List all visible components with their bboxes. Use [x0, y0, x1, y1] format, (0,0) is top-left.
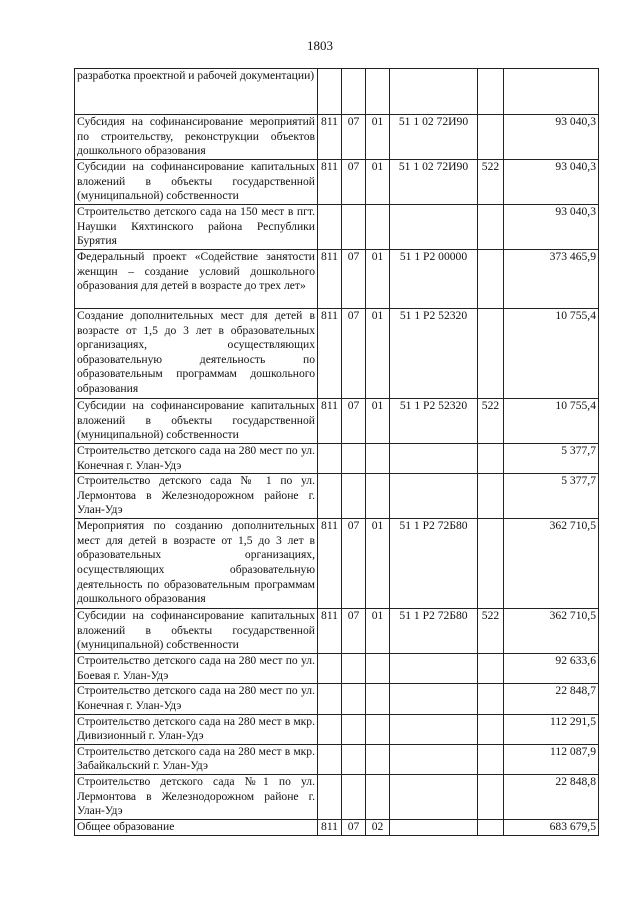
- row-sum: 10 755,4: [504, 399, 599, 444]
- row-rz: [342, 474, 366, 519]
- row-vr: [478, 115, 504, 160]
- row-name: Строительство детского сада на 280 мест по ул. Боевая г. Улан-Удэ: [75, 654, 318, 684]
- row-ved: [318, 774, 342, 819]
- row-csr: [390, 684, 478, 714]
- row-vr: [478, 205, 504, 250]
- row-pr: [366, 69, 390, 115]
- row-name: Субсидии на софинансирование капитальных вложений в объекты государственной (муниципальной) собственности: [75, 609, 318, 654]
- table-row: [75, 160, 599, 205]
- table-row: [75, 309, 599, 399]
- row-ved: 811: [318, 609, 342, 654]
- row-vr: 522: [478, 399, 504, 444]
- row-csr: [390, 654, 478, 684]
- row-vr: [478, 519, 504, 609]
- row-sum: [504, 69, 599, 115]
- row-sum: 373 465,9: [504, 250, 599, 309]
- row-rz: 07: [342, 160, 366, 205]
- row-csr: [390, 714, 478, 744]
- table-row: [75, 115, 599, 160]
- table-row: [75, 684, 599, 714]
- row-sum: 22 848,8: [504, 774, 599, 819]
- row-csr: 51 1 P2 00000: [390, 250, 478, 309]
- row-sum: 362 710,5: [504, 519, 599, 609]
- row-ved: [318, 744, 342, 774]
- row-sum: 93 040,3: [504, 160, 599, 205]
- row-vr: [478, 774, 504, 819]
- table-row: [75, 744, 599, 774]
- table-row: [75, 774, 599, 819]
- row-csr: 51 1 P2 72Б80: [390, 609, 478, 654]
- row-csr: 51 1 02 72И90: [390, 160, 478, 205]
- row-pr: [366, 684, 390, 714]
- row-vr: [478, 819, 504, 835]
- row-ved: [318, 654, 342, 684]
- row-rz: 07: [342, 519, 366, 609]
- row-rz: [342, 714, 366, 744]
- row-vr: [478, 474, 504, 519]
- row-name: Строительство детского сада на 280 мест по ул. Конечная г. Улан-Удэ: [75, 444, 318, 474]
- row-ved: [318, 205, 342, 250]
- row-ved: [318, 444, 342, 474]
- row-sum: 93 040,3: [504, 205, 599, 250]
- table-row: [75, 714, 599, 744]
- row-name: Строительство детского сада на 150 мест в пгт. Наушки Кяхтинского района Республики Бурятия: [75, 205, 318, 250]
- row-pr: [366, 714, 390, 744]
- row-csr: 51 1 P2 72Б80: [390, 519, 478, 609]
- row-rz: [342, 774, 366, 819]
- row-ved: 811: [318, 519, 342, 609]
- row-name: Субсидии на софинансирование капитальных вложений в объекты государственной (муниципальной) собственности: [75, 399, 318, 444]
- row-name: Строительство детского сада № 1 по ул. Лермонтова в Железнодорожном районе г. Улан-Удэ: [75, 474, 318, 519]
- table-row: [75, 69, 599, 115]
- row-pr: 02: [366, 819, 390, 835]
- row-ved: 811: [318, 399, 342, 444]
- row-sum: 22 848,7: [504, 684, 599, 714]
- row-name: Строительство детского сада №1 по ул. Лермонтова в Железнодорожном районе г. Улан-Удэ: [75, 774, 318, 819]
- row-sum: 112 291,5: [504, 714, 599, 744]
- row-csr: [390, 444, 478, 474]
- row-csr: 51 1 02 72И90: [390, 115, 478, 160]
- row-ved: [318, 69, 342, 115]
- row-vr: [478, 69, 504, 115]
- row-name: Строительство детского сада на 280 мест в мкр. Забайкальский г. Улан-Удэ: [75, 744, 318, 774]
- row-pr: [366, 474, 390, 519]
- row-ved: 811: [318, 160, 342, 205]
- row-rz: 07: [342, 819, 366, 835]
- row-csr: [390, 774, 478, 819]
- row-rz: 07: [342, 250, 366, 309]
- row-name: Субсидия на софинансирование мероприятий по строительству, реконструкции объектов дошкольного образования: [75, 115, 318, 160]
- page-number: 1803: [307, 38, 333, 53]
- row-pr: [366, 444, 390, 474]
- row-sum: 112 087,9: [504, 744, 599, 774]
- row-csr: [390, 744, 478, 774]
- row-rz: 07: [342, 115, 366, 160]
- row-rz: [342, 205, 366, 250]
- row-rz: [342, 69, 366, 115]
- row-pr: 01: [366, 309, 390, 399]
- row-vr: [478, 250, 504, 309]
- row-ved: 811: [318, 309, 342, 399]
- row-pr: [366, 654, 390, 684]
- row-rz: [342, 684, 366, 714]
- table-row: [75, 399, 599, 444]
- row-sum: 362 710,5: [504, 609, 599, 654]
- row-csr: [390, 69, 478, 115]
- row-pr: [366, 205, 390, 250]
- row-csr: [390, 474, 478, 519]
- row-sum: 10 755,4: [504, 309, 599, 399]
- row-pr: 01: [366, 609, 390, 654]
- row-pr: 01: [366, 115, 390, 160]
- table-row: [75, 654, 599, 684]
- row-vr: [478, 744, 504, 774]
- row-name: Мероприятия по созданию дополнительных мест для детей в возрасте от 1,5 до 3 лет в образовательных организациях, осуществляющих образовательную деятельность по образовательным программам дошкольного образования: [75, 519, 318, 609]
- row-name: Субсидии на софинансирование капитальных вложений в объекты государственной (муниципальной) собственности: [75, 160, 318, 205]
- table-row: [75, 205, 599, 250]
- row-ved: 811: [318, 115, 342, 160]
- row-ved: 811: [318, 250, 342, 309]
- row-vr: [478, 444, 504, 474]
- row-vr: [478, 654, 504, 684]
- table-row: [75, 474, 599, 519]
- row-sum: 5 377,7: [504, 474, 599, 519]
- row-vr: [478, 684, 504, 714]
- table-row: [75, 609, 599, 654]
- budget-table: [74, 68, 599, 836]
- row-ved: [318, 474, 342, 519]
- row-sum: 5 377,7: [504, 444, 599, 474]
- row-rz: 07: [342, 309, 366, 399]
- row-pr: 01: [366, 399, 390, 444]
- row-csr: [390, 819, 478, 835]
- table-row: [75, 519, 599, 609]
- row-csr: 51 1 P2 52320: [390, 309, 478, 399]
- row-vr: [478, 714, 504, 744]
- row-sum: 683 679,5: [504, 819, 599, 835]
- row-rz: [342, 744, 366, 774]
- row-csr: 51 1 P2 52320: [390, 399, 478, 444]
- row-ved: 811: [318, 819, 342, 835]
- row-rz: [342, 654, 366, 684]
- row-csr: [390, 205, 478, 250]
- row-ved: [318, 684, 342, 714]
- row-rz: 07: [342, 399, 366, 444]
- row-sum: 92 633,6: [504, 654, 599, 684]
- row-name: Строительство детского сада на 280 мест по ул. Конечная г. Улан-Удэ: [75, 684, 318, 714]
- table-body: [75, 69, 599, 836]
- row-pr: 01: [366, 250, 390, 309]
- row-rz: 07: [342, 609, 366, 654]
- row-rz: [342, 444, 366, 474]
- row-vr: 522: [478, 609, 504, 654]
- table-row: [75, 444, 599, 474]
- row-name: Создание дополнительных мест для детей в возрасте от 1,5 до 3 лет в образовательных организациях, осуществляющих образовательную деятельность по образовательным программам дошкольного образования: [75, 309, 318, 399]
- row-pr: 01: [366, 519, 390, 609]
- row-pr: [366, 744, 390, 774]
- row-pr: 01: [366, 160, 390, 205]
- row-pr: [366, 774, 390, 819]
- row-name: Строительство детского сада на 280 мест в мкр. Дивизионный г. Улан-Удэ: [75, 714, 318, 744]
- table-row: [75, 819, 599, 835]
- row-name: Общее образование: [75, 819, 318, 835]
- row-name: разработка проектной и рабочей документации): [75, 69, 318, 115]
- row-vr: 522: [478, 160, 504, 205]
- row-vr: [478, 309, 504, 399]
- row-sum: 93 040,3: [504, 115, 599, 160]
- row-ved: [318, 714, 342, 744]
- table-row: [75, 250, 599, 309]
- row-name: Федеральный проект «Содействие занятости женщин – создание условий дошкольного образования для детей в возрасте до трех лет»: [75, 250, 318, 309]
